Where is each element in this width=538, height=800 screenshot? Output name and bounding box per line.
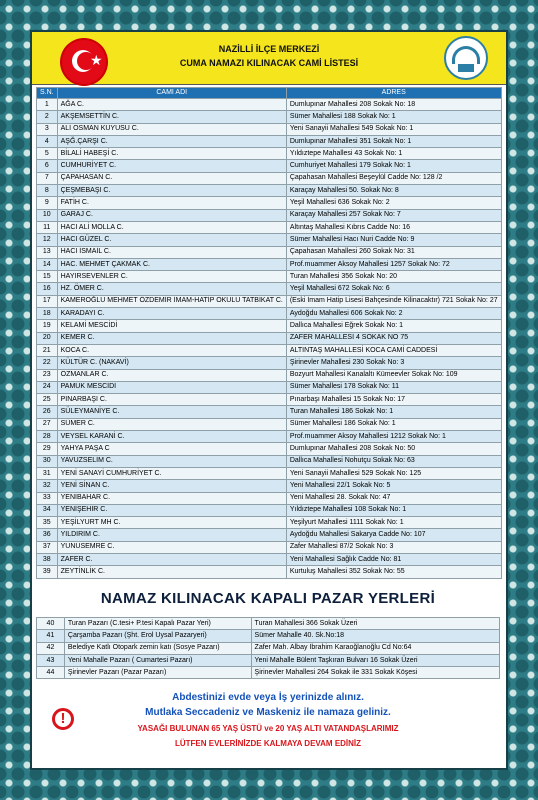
table-row (37, 99, 502, 111)
cell-name: SÜLEYMANİYE C. (57, 406, 286, 418)
cell-sn: 20 (37, 332, 58, 344)
cell-address: Zafer Mah. Albay İbrahim Karaoğlanoğlu Cd No:64 (251, 642, 499, 654)
table-row (37, 529, 502, 541)
notice-box (36, 688, 500, 758)
cell-address: ALTINTAŞ MAHALLESİ KOCA CAMİ CADDESİ (286, 344, 501, 356)
cell-name: KARADAYI C. (57, 308, 286, 320)
cell-name: YENİŞEHİR C. (57, 504, 286, 516)
cell-address: Yıldıztepe Mahallesi 43 Sokak No: 1 (286, 148, 501, 160)
table-row (37, 234, 502, 246)
cell-address: Aydoğdu Mahallesi Sakarya Cadde No: 107 (286, 529, 501, 541)
cell-sn: 27 (37, 418, 58, 430)
cell-address: Turan Mahallesi 366 Sokak Üzeri (251, 618, 499, 630)
cell-name: HACI ALİ MOLLA C. (57, 221, 286, 233)
cell-address: Karaçay Mahallesi 257 Sokak No: 7 (286, 209, 501, 221)
cell-sn: 28 (37, 431, 58, 443)
cell-address: Şirinevler Mahallesi 264 Sokak ile 331 Sokak Köşesi (251, 667, 499, 679)
cell-address: Dallıca Mahallesi Eğrek Sokak No: 1 (286, 320, 501, 332)
table-row (37, 541, 502, 553)
turkish-flag-icon: ★ (62, 40, 106, 84)
table-row (37, 111, 502, 123)
cell-name: BİLALİ HABEŞİ C. (57, 148, 286, 160)
table-row (37, 308, 502, 320)
cell-sn: 2 (37, 111, 58, 123)
bazaar-table (36, 617, 500, 679)
table-row (37, 357, 502, 369)
cell-sn: 14 (37, 258, 58, 270)
cell-sn: 7 (37, 172, 58, 184)
cell-address: Prof.muammer Aksoy Mahallesi 1212 Sokak No: 1 (286, 431, 501, 443)
cell-sn: 8 (37, 185, 58, 197)
cell-address: Yeşilyurt Mahallesi 1111 Sokak No: 1 (286, 517, 501, 529)
cell-name: GARAJ C. (57, 209, 286, 221)
column-header-name: CAMİ ADI (57, 88, 286, 99)
notice-line-1: Abdestinizi evde veya İş yerinizde alınız. (172, 692, 364, 703)
cell-sn: 15 (37, 271, 58, 283)
column-header-address: ADRES (286, 88, 501, 99)
cell-address: Yeni Sanayii Mahallesi 529 Sokak No: 125 (286, 467, 501, 479)
notice-line-3: YASAĞI BULUNAN 65 YAŞ ÜSTÜ ve 20 YAŞ ALTI VATANDAŞLARIMIZ (137, 724, 399, 733)
cell-address: Yeşil Mahallesi 672 Sokak No: 6 (286, 283, 501, 295)
cell-sn: 41 (37, 630, 65, 642)
cell-name: SÜMER C. (57, 418, 286, 430)
cell-name: KEMER C. (57, 332, 286, 344)
table-row (37, 332, 502, 344)
cell-sn: 25 (37, 394, 58, 406)
cell-address: Prof.muammer Aksoy Mahallesi 1257 Sokak No: 72 (286, 258, 501, 270)
cell-name: Turan Pazarı (C.tesi+ P.tesi Kapalı Pazar Yeri) (64, 618, 251, 630)
table-row (37, 246, 502, 258)
cell-name: ZEYTİNLİK C. (57, 566, 286, 578)
cell-sn: 3 (37, 123, 58, 135)
cell-address: Yeni Mahallesi 28. Sokak No: 47 (286, 492, 501, 504)
table-row (37, 467, 502, 479)
page-title-line2: CUMA NAMAZI KILINACAK CAMİ LİSTESİ (179, 58, 359, 68)
cell-address: Yeni Sanayii Mahallesi 549 Sokak No: 1 (286, 123, 501, 135)
table-row (37, 123, 502, 135)
table-row (37, 344, 502, 356)
cell-sn: 17 (37, 295, 58, 307)
table-header-row (37, 88, 502, 99)
exclamation-circle-icon: ! (52, 708, 74, 730)
cell-address: Sümer Mahallesi Hacı Nuri Cadde No: 9 (286, 234, 501, 246)
table-row (37, 504, 502, 516)
cell-sn: 21 (37, 344, 58, 356)
cell-name: Şirinevler Pazarı (Pazar Pazarı) (64, 667, 251, 679)
cell-address: Cumhuriyet Mahallesi 179 Sokak No: 1 (286, 160, 501, 172)
mosque-table (36, 87, 502, 579)
table-row (37, 197, 502, 209)
table-row (37, 185, 502, 197)
cell-name: KOCA C. (57, 344, 286, 356)
cell-sn: 31 (37, 467, 58, 479)
cell-address: Şirinevler Mahallesi 230 Sokak No: 3 (286, 357, 501, 369)
table-row (37, 320, 502, 332)
table-row (37, 566, 502, 578)
cell-sn: 26 (37, 406, 58, 418)
bazaar-section-title: NAMAZ KILINACAK KAPALI PAZAR YERLERİ (100, 590, 436, 607)
table-row (37, 221, 502, 233)
cell-name: ÇEŞMEBAŞI C. (57, 185, 286, 197)
bazaar-row (37, 618, 500, 630)
table-row (37, 172, 502, 184)
cell-address: Turan Mahallesi 356 Sokak No: 20 (286, 271, 501, 283)
cell-sn: 18 (37, 308, 58, 320)
cell-address: ZAFER MAHALLESİ 4 SOKAK NO 75 (286, 332, 501, 344)
cell-address: Sümer Mahallesi 188 Sokak No: 1 (286, 111, 501, 123)
cell-sn: 10 (37, 209, 58, 221)
cell-sn: 24 (37, 381, 58, 393)
cell-name: YENİ SANAYİ CUMHURİYET C. (57, 467, 286, 479)
cell-sn: 42 (37, 642, 65, 654)
cell-sn: 33 (37, 492, 58, 504)
cell-name: YENİ SİNAN C. (57, 480, 286, 492)
cell-address: Sümer Mahalle 40. Sk.No:18 (251, 630, 499, 642)
bazaar-row (37, 642, 500, 654)
cell-sn: 36 (37, 529, 58, 541)
table-row (37, 431, 502, 443)
table-row (37, 283, 502, 295)
table-row (37, 271, 502, 283)
cell-address: Karaçay Mahallesi 50. Sokak No: 8 (286, 185, 501, 197)
cell-address: Yeni Mahalle Bülent Taşkıran Bulvarı 16 Sokak Üzeri (251, 654, 499, 666)
notice-line-2: Mutlaka Seccadeniz ve Maskeniz ile namaza geliniz. (145, 707, 391, 718)
table-row (37, 406, 502, 418)
cell-sn: 19 (37, 320, 58, 332)
cell-address: Kurtuluş Mahallesi 352 Sokak No: 55 (286, 566, 501, 578)
page-header (32, 32, 506, 85)
cell-sn: 44 (37, 667, 65, 679)
cell-sn: 37 (37, 541, 58, 553)
table-row (37, 553, 502, 565)
cell-name: CUMHURİYET C. (57, 160, 286, 172)
table-row (37, 418, 502, 430)
table-row (37, 455, 502, 467)
cell-address: Bozyurt Mahallesi Kanalaltı Kümeevler Sokak No: 109 (286, 369, 501, 381)
table-row (37, 480, 502, 492)
cell-name: AŞĞ.ÇARŞI C. (57, 135, 286, 147)
cell-sn: 38 (37, 553, 58, 565)
cell-name: HAYIRSEVENLER C. (57, 271, 286, 283)
table-row (37, 381, 502, 393)
cell-name: KÜLTÜR C. (NAKAVİ) (57, 357, 286, 369)
cell-name: PAMUK MESCİDİ (57, 381, 286, 393)
table-row (37, 160, 502, 172)
cell-sn: 16 (37, 283, 58, 295)
cell-sn: 39 (37, 566, 58, 578)
cell-name: YAHYA PAŞA C (57, 443, 286, 455)
cell-sn: 1 (37, 99, 58, 111)
cell-name: HAC. MEHMET ÇAKMAK C. (57, 258, 286, 270)
bazaar-row (37, 654, 500, 666)
cell-name: Çarşamba Pazarı (Şht. Erol Uysal Pazaryeri) (64, 630, 251, 642)
cell-sn: 13 (37, 246, 58, 258)
cell-address: Pınarbaşı Mahallesi 15 Sokak No: 17 (286, 394, 501, 406)
cell-sn: 23 (37, 369, 58, 381)
cell-address: Dallıca Mahallesi Nohutçu Sokak No: 63 (286, 455, 501, 467)
cell-sn: 43 (37, 654, 65, 666)
cell-address: Yeşil Mahallesi 636 Sokak No: 2 (286, 197, 501, 209)
page-title-line1: NAZİLLİ İLÇE MERKEZİ (218, 44, 320, 54)
cell-address: Sümer Mahallesi 178 Sokak No: 11 (286, 381, 501, 393)
cell-sn: 11 (37, 221, 58, 233)
cell-name: ALİ OSMAN KUYUSU C. (57, 123, 286, 135)
cell-name: KAMEROĞLU MEHMET ÖZDEMİR İMAM-HATİP OKULU TATBİKAT C. (57, 295, 286, 307)
cell-name: YILDIRIM C. (57, 529, 286, 541)
bazaar-row (37, 667, 500, 679)
table-row (37, 209, 502, 221)
cell-address: Dumlupınar Mahallesi 351 Sokak No: 1 (286, 135, 501, 147)
cell-sn: 12 (37, 234, 58, 246)
cell-sn: 32 (37, 480, 58, 492)
cell-name: Yeni Mahalle Pazarı ( Cumartesi Pazarı) (64, 654, 251, 666)
cell-name: AKŞEMSETTİN C. (57, 111, 286, 123)
cell-sn: 22 (37, 357, 58, 369)
cell-address: Çapahasan Mahallesi 260 Sokak No: 31 (286, 246, 501, 258)
cell-name: HACI GÜZEL C. (57, 234, 286, 246)
mufti-office-logo-icon (444, 36, 488, 80)
cell-address: Yeni Mahallesi Sağlık Cadde No: 81 (286, 553, 501, 565)
cell-sn: 5 (37, 148, 58, 160)
cell-address: Altıntaş Mahallesi Kıbrıs Cadde No: 16 (286, 221, 501, 233)
cell-name: ÇAPAHASAN C. (57, 172, 286, 184)
cell-sn: 30 (37, 455, 58, 467)
column-header-sn: S.N. (37, 88, 58, 99)
table-row (37, 369, 502, 381)
cell-address: Yeni Mahallesi 22/1 Sokak No: 5 (286, 480, 501, 492)
cell-sn: 34 (37, 504, 58, 516)
table-row (37, 517, 502, 529)
cell-sn: 9 (37, 197, 58, 209)
table-row (37, 295, 502, 307)
cell-address: Aydoğdu Mahallesi 606 Sokak No: 2 (286, 308, 501, 320)
cell-address: Dumlupınar Mahallesi 208 Sokak No: 50 (286, 443, 501, 455)
cell-name: FATİH C. (57, 197, 286, 209)
cell-sn: 35 (37, 517, 58, 529)
cell-name: KELAMİ MESCİDİ (57, 320, 286, 332)
cell-name: YAVUZSELİM C. (57, 455, 286, 467)
cell-name: HZ. ÖMER C. (57, 283, 286, 295)
notice-line-4: LÜTFEN EVLERİNİZDE KALMAYA DEVAM EDİNİZ (174, 739, 362, 748)
cell-name: YEŞİLYURT MH C. (57, 517, 286, 529)
cell-name: YENİBAHAR C. (57, 492, 286, 504)
cell-name: Belediye Katlı Otopark zemin katı (Sosye Pazarı) (64, 642, 251, 654)
table-row (37, 492, 502, 504)
table-row (37, 148, 502, 160)
cell-sn: 4 (37, 135, 58, 147)
bazaar-row (37, 630, 500, 642)
cell-sn: 29 (37, 443, 58, 455)
table-row (37, 135, 502, 147)
cell-address: Sümer Mahallesi 186 Sokak No: 1 (286, 418, 501, 430)
table-row (37, 394, 502, 406)
cell-address: Yıldıztepe Mahallesi 108 Sokak No: 1 (286, 504, 501, 516)
cell-name: AĞA C. (57, 99, 286, 111)
cell-name: ZAFER C. (57, 553, 286, 565)
cell-name: VEYSEL KARANİ C. (57, 431, 286, 443)
cell-sn: 40 (37, 618, 65, 630)
cell-address: Çapahasan Mahallesi Beşeylül Cadde No: 128 /2 (286, 172, 501, 184)
table-row (37, 443, 502, 455)
cell-sn: 6 (37, 160, 58, 172)
cell-name: ÖZMANLAR C. (57, 369, 286, 381)
table-row (37, 258, 502, 270)
cell-address: Dumlupınar Mahallesi 208 Sokak No: 18 (286, 99, 501, 111)
cell-address: (Eski İmam Hatip Lisesi Bahçesinde Kilinacaktır) 721 Sokak No: 27 (286, 295, 501, 307)
cell-name: YUNUSEMRE C. (57, 541, 286, 553)
cell-address: Turan Mahallesi 186 Sokak No: 1 (286, 406, 501, 418)
cell-name: HACI İSMAİL C. (57, 246, 286, 258)
cell-address: Zafer Mahallesi 87/2 Sokak No: 3 (286, 541, 501, 553)
cell-name: PINARBAŞI C. (57, 394, 286, 406)
